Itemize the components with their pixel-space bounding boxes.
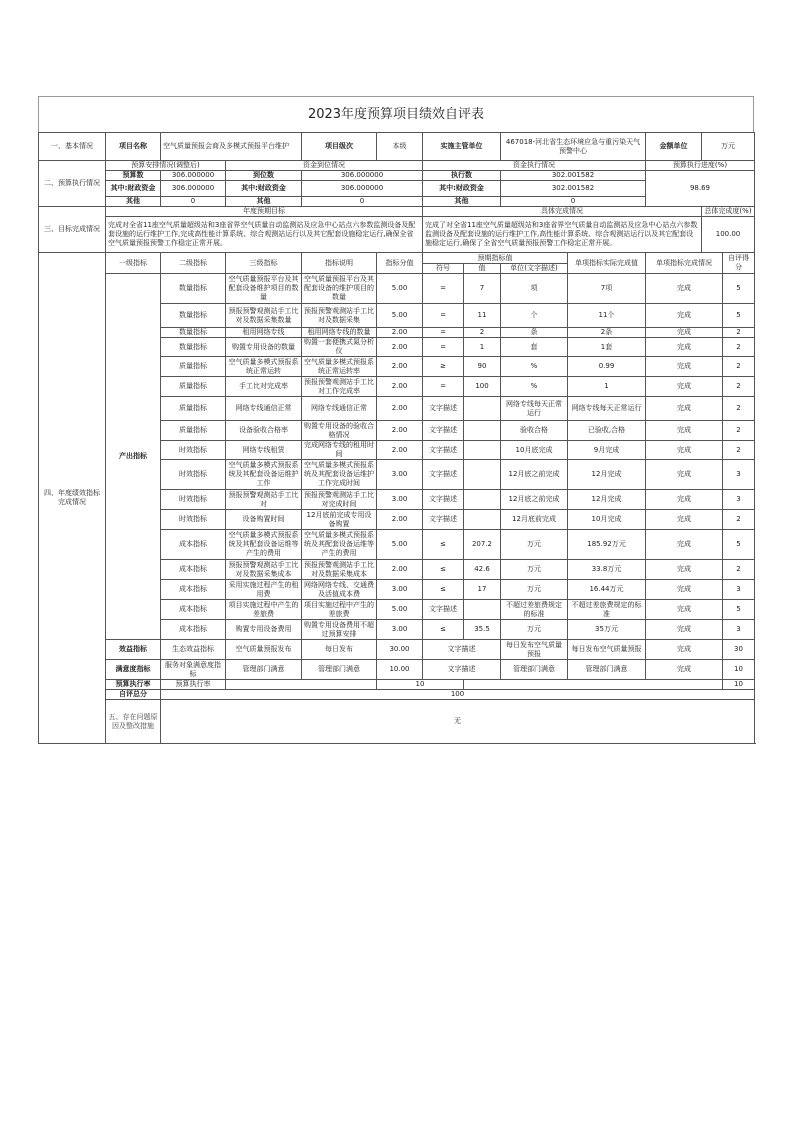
row-points: 2.00 (377, 421, 423, 441)
fiscal-plan-label: 其中:财政资金 (106, 181, 161, 197)
row-value (464, 421, 501, 441)
row-level2: 时效指标 (161, 490, 226, 510)
amount-unit: 万元 (702, 133, 755, 161)
row-status: 完成 (646, 357, 723, 377)
ind-header-expected: 预期指标值 (423, 253, 568, 264)
row-value: 11 (464, 304, 501, 328)
row-unit: % (501, 357, 568, 377)
fund-arrive-header: 资金到位情况 (226, 161, 423, 171)
row-unit: 套 (501, 338, 568, 357)
benefit-level1: 效益指标 (106, 640, 161, 660)
row-actual: 185.92万元 (568, 530, 646, 560)
row-symbol: 文字描述 (423, 421, 464, 441)
benefit-level3: 空气质量预报发布 (226, 640, 302, 660)
project-name: 空气质量预报会商及多模式预报平台维护 (161, 133, 302, 161)
row-value: 2 (464, 328, 501, 338)
fiscal-plan: 306.000000 (161, 181, 226, 197)
ind-header-level1: 一级指标 (106, 253, 161, 274)
row-desc: 预报预警观测站手工比对工作完成率 (302, 377, 377, 397)
budget-total-label: 预算数 (106, 171, 161, 181)
row-level2: 数量指标 (161, 328, 226, 338)
budget-section-label: 二、预算执行情况 (39, 161, 106, 207)
row-score: 2 (723, 560, 755, 580)
row-unit: 12月底前完成 (501, 510, 568, 530)
fiscal-exec-label: 其中:财政资金 (423, 181, 501, 197)
ind-header-value: 值 (464, 264, 501, 274)
row-unit: 不超过差旅费规定的标准 (501, 600, 568, 620)
exec-total: 302.001582 (501, 171, 646, 181)
satisfaction-unit: 管理部门满意 (501, 660, 568, 680)
row-status: 完成 (646, 600, 723, 620)
budget-header-row (39, 161, 755, 171)
row-status: 完成 (646, 328, 723, 338)
row-value (464, 510, 501, 530)
row-actual: 9月完成 (568, 441, 646, 460)
row-level2: 质量指标 (161, 377, 226, 397)
row-points: 5.00 (377, 530, 423, 560)
row-value: 42.6 (464, 560, 501, 580)
satisfaction-level3: 管理部门满意 (226, 660, 302, 680)
benefit-status: 完成 (646, 640, 723, 660)
row-score: 3 (723, 580, 755, 600)
row-points: 2.00 (377, 328, 423, 338)
row-level3: 设备验收合格率 (226, 421, 302, 441)
row-desc: 购置专用设备的验收合格情况 (302, 421, 377, 441)
exec-label: 执行数 (423, 171, 501, 181)
row-points: 2.00 (377, 377, 423, 397)
row-level2: 质量指标 (161, 357, 226, 377)
other-plan: 0 (161, 197, 226, 207)
row-desc: 空气质量多模式预报系统正常运转率 (302, 357, 377, 377)
row-actual: 11个 (568, 304, 646, 328)
row-unit: % (501, 377, 568, 397)
row-level2: 时效指标 (161, 510, 226, 530)
amount-unit-label: 金额单位 (646, 133, 702, 161)
row-level2: 时效指标 (161, 460, 226, 490)
row-unit: 验收合格 (501, 421, 568, 441)
problems-content: 无 (161, 700, 755, 744)
row-unit: 万元 (501, 620, 568, 640)
row-symbol: = (423, 304, 464, 328)
row-status: 完成 (646, 460, 723, 490)
ind-header-status: 单项指标完成情况 (646, 253, 723, 274)
row-score: 3 (723, 620, 755, 640)
row-status: 完成 (646, 338, 723, 357)
other-arrive-label: 其他 (226, 197, 302, 207)
row-level3: 采用实施过程产生的租用费 (226, 580, 302, 600)
row-unit: 万元 (501, 580, 568, 600)
row-score: 2 (723, 357, 755, 377)
row-level2: 成本指标 (161, 620, 226, 640)
problems-section-label: 五、存在问题原因及整改措施 (106, 700, 161, 744)
row-value: 35.5 (464, 620, 501, 640)
other-exec-label: 其他 (423, 197, 501, 207)
row-status: 完成 (646, 530, 723, 560)
row-actual: 33.8万元 (568, 560, 646, 580)
row-unit: 万元 (501, 560, 568, 580)
budget-rate-row (39, 680, 755, 690)
benefit-level2: 生态效益指标 (161, 640, 226, 660)
row-symbol: = (423, 377, 464, 397)
row-symbol: = (423, 338, 464, 357)
project-level-label: 项目级次 (302, 133, 377, 161)
row-score: 2 (723, 397, 755, 421)
row-level3: 网络专线租赁 (226, 441, 302, 460)
row-status: 完成 (646, 397, 723, 421)
satisfaction-desc: 管理部门满意 (302, 660, 377, 680)
goal-actual: 完成了对全省11座空气质量超级站和3座省界空气质量自动监测站及应急中心站点六参数监测设备及配套设施的运行维护工作,高性能计算系统、综合观测站运行以及其它配套设施稳定运行,确保了全省空气质量预报预警工作稳定正常开展。 (423, 217, 702, 253)
row-level3: 手工比对完成率 (226, 377, 302, 397)
basic-section-label: 一、基本情况 (39, 133, 106, 161)
row-unit: 10月底完成 (501, 441, 568, 460)
row-value (464, 490, 501, 510)
row-value: 17 (464, 580, 501, 600)
row-status: 完成 (646, 620, 723, 640)
satisfaction-row (39, 660, 755, 680)
fiscal-exec: 302.001582 (501, 181, 646, 197)
ind-header-points: 指标分值 (377, 253, 423, 274)
benefit-desc: 每日发布 (302, 640, 377, 660)
row-unit: 12月底之前完成 (501, 490, 568, 510)
row-status: 完成 (646, 274, 723, 304)
row-value (464, 441, 501, 460)
row-status: 完成 (646, 560, 723, 580)
row-symbol: 文字描述 (423, 490, 464, 510)
page-title: 2023年度预算项目绩效自评表 (38, 96, 754, 132)
row-symbol: ≤ (423, 530, 464, 560)
satisfaction-actual: 管理部门满意 (568, 660, 646, 680)
other-exec: 0 (501, 197, 646, 207)
row-score: 2 (723, 328, 755, 338)
row-level3: 租用网络专线 (226, 328, 302, 338)
arrive-total: 306.000000 (302, 171, 423, 181)
row-status: 完成 (646, 304, 723, 328)
ind-header-actual: 单项指标实际完成值 (568, 253, 646, 274)
project-name-label: 项目名称 (106, 133, 161, 161)
row-symbol: = (423, 274, 464, 304)
evaluation-sheet (38, 96, 754, 744)
row-desc: 项目实施过程中产生的差旅费 (302, 600, 377, 620)
row-desc: 购置专用设备费用不超过预算安排 (302, 620, 377, 640)
row-desc: 网络专线通信正常 (302, 397, 377, 421)
evaluation-table (38, 132, 755, 744)
budget-total-row (39, 171, 755, 181)
exec-rate-header: 预算执行进度(%) (646, 161, 755, 171)
row-actual: 7项 (568, 274, 646, 304)
row-score: 3 (723, 460, 755, 490)
row-points: 3.00 (377, 580, 423, 600)
row-level2: 成本指标 (161, 600, 226, 620)
benefit-score: 30 (723, 640, 755, 660)
row-desc: 预报预警观测站手工比对及数据采集 (302, 304, 377, 328)
row-symbol: ≤ (423, 560, 464, 580)
row-unit: 条 (501, 328, 568, 338)
ind-header-desc: 指标说明 (302, 253, 377, 274)
fiscal-arrive: 306.000000 (302, 181, 423, 197)
row-score: 5 (723, 304, 755, 328)
benefit-points: 30.00 (377, 640, 423, 660)
row-points: 2.00 (377, 560, 423, 580)
row-symbol: ≤ (423, 620, 464, 640)
row-level3: 预报预警观测站手工比对及数据采集成本 (226, 560, 302, 580)
row-level3: 购置专用设备费用 (226, 620, 302, 640)
project-level: 本级 (377, 133, 423, 161)
row-points: 5.00 (377, 600, 423, 620)
row-actual: 16.44万元 (568, 580, 646, 600)
row-level2: 数量指标 (161, 274, 226, 304)
row-score: 5 (723, 274, 755, 304)
row-value: 207.2 (464, 530, 501, 560)
row-desc: 预报预警观测站手工比对及数据采集成本 (302, 560, 377, 580)
table-row (39, 274, 755, 304)
row-points: 2.00 (377, 357, 423, 377)
dept-value: 467018-河北省生态环境应急与重污染天气预警中心 (501, 133, 646, 161)
row-status: 完成 (646, 490, 723, 510)
row-desc: 空气质量预报平台及其配套设备的维护项目的数量 (302, 274, 377, 304)
row-points: 2.00 (377, 441, 423, 460)
row-level3: 空气质量预报平台及其配套设备维护项目的数量 (226, 274, 302, 304)
total-score-row (39, 690, 755, 700)
row-symbol: 文字描述 (423, 510, 464, 530)
satisfaction-level1: 满意度指标 (106, 660, 161, 680)
row-unit: 项 (501, 274, 568, 304)
row-points: 5.00 (377, 274, 423, 304)
row-value: 90 (464, 357, 501, 377)
row-actual: 1 (568, 377, 646, 397)
other-arrive: 0 (302, 197, 423, 207)
benefit-unit: 每日发布空气质量预报 (501, 640, 568, 660)
row-desc: 租用网络专线的数量 (302, 328, 377, 338)
indicator-header-row (39, 253, 755, 264)
goal-content-row (39, 217, 755, 253)
row-score: 5 (723, 530, 755, 560)
row-actual: 12月完成 (568, 490, 646, 510)
row-points: 2.00 (377, 510, 423, 530)
total-score-label: 自评总分 (106, 690, 161, 700)
budget-rate-level1: 预算执行率 (106, 680, 161, 690)
satisfaction-score: 10 (723, 660, 755, 680)
row-level2: 时效指标 (161, 441, 226, 460)
row-level2: 成本指标 (161, 560, 226, 580)
row-actual: 12月完成 (568, 460, 646, 490)
row-symbol: 文字描述 (423, 460, 464, 490)
satisfaction-level2: 服务对象满意度指标 (161, 660, 226, 680)
ind-header-level2: 二级指标 (161, 253, 226, 274)
row-score: 2 (723, 441, 755, 460)
row-status: 完成 (646, 580, 723, 600)
row-actual: 网络专线每天正常运行 (568, 397, 646, 421)
row-actual: 不超过差旅费规定的标准 (568, 600, 646, 620)
row-status: 完成 (646, 421, 723, 441)
row-level3: 购置专用设备的数量 (226, 338, 302, 357)
row-score: 2 (723, 377, 755, 397)
row-symbol: ≥ (423, 357, 464, 377)
satisfaction-status: 完成 (646, 660, 723, 680)
budget-rate-level2: 预算执行率 (161, 680, 226, 690)
row-value: 7 (464, 274, 501, 304)
row-level3: 空气质量多模式预报系统及其配套设备运维护工作 (226, 460, 302, 490)
row-desc: 网络网络专线、交通费及活值成本费 (302, 580, 377, 600)
row-score: 2 (723, 421, 755, 441)
row-symbol: 文字描述 (423, 397, 464, 421)
row-level2: 数量指标 (161, 304, 226, 328)
row-level3: 项目实施过程中产生的差旅费 (226, 600, 302, 620)
row-value (464, 397, 501, 421)
row-level2: 质量指标 (161, 397, 226, 421)
fund-exec-header: 资金执行情况 (423, 161, 646, 171)
row-points: 3.00 (377, 620, 423, 640)
row-value: 100 (464, 377, 501, 397)
row-symbol: 文字描述 (423, 441, 464, 460)
budget-rate-points: 10 (377, 680, 464, 690)
row-symbol: = (423, 328, 464, 338)
row-value (464, 600, 501, 620)
benefit-symbol: 文字描述 (423, 640, 501, 660)
exec-rate: 98.69 (646, 171, 755, 207)
row-status: 完成 (646, 377, 723, 397)
row-actual: 35万元 (568, 620, 646, 640)
row-points: 5.00 (377, 304, 423, 328)
total-score: 100 (161, 690, 755, 700)
row-status: 完成 (646, 441, 723, 460)
goal-rate-header: 总体完成度(%) (702, 207, 755, 217)
dept-label: 实施主管单位 (423, 133, 501, 161)
row-score: 3 (723, 490, 755, 510)
benefit-actual: 每日发布空气质量预报 (568, 640, 646, 660)
row-symbol: 文字描述 (423, 600, 464, 620)
row-actual: 已验收,合格 (568, 421, 646, 441)
row-points: 3.00 (377, 490, 423, 510)
row-level3: 预报预警观测站手工比对及数据采集数量 (226, 304, 302, 328)
ind-header-unit: 单位(文字描述) (501, 264, 568, 274)
row-level2: 质量指标 (161, 421, 226, 441)
row-symbol: ≤ (423, 580, 464, 600)
row-points: 2.00 (377, 338, 423, 357)
goal-section-label: 三、目标完成情况 (39, 207, 106, 253)
row-desc: 预报预警观测站手工比对完成时间 (302, 490, 377, 510)
row-score: 2 (723, 510, 755, 530)
goal-target: 完成对全省11座空气质量超级站和3座省界空气质量自动监测站及应急中心站点六参数监测设备及配套设施的运行维护工作,完成高性能计算系统、综合观测站运行以及其它配套设施稳定运行,确保全省空气质量预报预警工作稳定正常开展。 (106, 217, 423, 253)
arrive-label: 到位数 (226, 171, 302, 181)
row-desc: 12月底前完成专用设备购置 (302, 510, 377, 530)
row-score: 5 (723, 600, 755, 620)
row-level3: 预报预警观测站手工比对 (226, 490, 302, 510)
row-desc: 空气质量多模式预报系统及其配套设备运维护工作完成时间 (302, 460, 377, 490)
row-value (464, 460, 501, 490)
row-level2: 成本指标 (161, 580, 226, 600)
benefit-row (39, 640, 755, 660)
row-points: 3.00 (377, 460, 423, 490)
row-desc: 空气质量多模式预报系统及其配套设备运维等产生的费用 (302, 530, 377, 560)
goal-header-row (39, 207, 755, 217)
ind-header-symbol: 符号 (423, 264, 464, 274)
satisfaction-points: 10.00 (377, 660, 423, 680)
row-status: 完成 (646, 510, 723, 530)
other-plan-label: 其他 (106, 197, 161, 207)
row-desc: 购置一套便携式氮分析仪 (302, 338, 377, 357)
row-desc: 完成网络专线的租用时间 (302, 441, 377, 460)
row-score: 2 (723, 338, 755, 357)
row-actual: 10月完成 (568, 510, 646, 530)
ind-header-level3: 三级指标 (226, 253, 302, 274)
row-level2: 数量指标 (161, 338, 226, 357)
ind-header-score: 自评得分 (723, 253, 755, 274)
goal-actual-header: 具体完成情况 (423, 207, 702, 217)
row-value: 1 (464, 338, 501, 357)
row-level3: 网络专线通信正常 (226, 397, 302, 421)
problems-row (39, 700, 755, 744)
basic-info-row (39, 133, 755, 161)
goal-rate: 100.00 (702, 217, 755, 253)
row-actual: 0.99 (568, 357, 646, 377)
row-level3: 空气质量多模式预报系统及其配套设备运维等产生的费用 (226, 530, 302, 560)
budget-plan-header: 预算安排情况(调整后) (106, 161, 226, 171)
row-level2: 成本指标 (161, 530, 226, 560)
row-unit: 个 (501, 304, 568, 328)
row-level3: 设备购置时间 (226, 510, 302, 530)
row-points: 2.00 (377, 397, 423, 421)
row-actual: 2条 (568, 328, 646, 338)
row-unit: 网络专线每天正常运行 (501, 397, 568, 421)
fiscal-arrive-label: 其中:财政资金 (226, 181, 302, 197)
row-unit: 万元 (501, 530, 568, 560)
row-actual: 1套 (568, 338, 646, 357)
output-indicator-label: 产出指标 (106, 274, 161, 640)
row-unit: 12月底之前完成 (501, 460, 568, 490)
satisfaction-symbol: 文字描述 (423, 660, 501, 680)
budget-total: 306.000000 (161, 171, 226, 181)
indicator-section-label: 四、年度绩效指标完成情况 (39, 253, 106, 744)
goal-target-header: 年度预期目标 (106, 207, 423, 217)
budget-rate-score: 10 (723, 680, 755, 690)
row-level3: 空气质量多模式预报系统正常运转 (226, 357, 302, 377)
